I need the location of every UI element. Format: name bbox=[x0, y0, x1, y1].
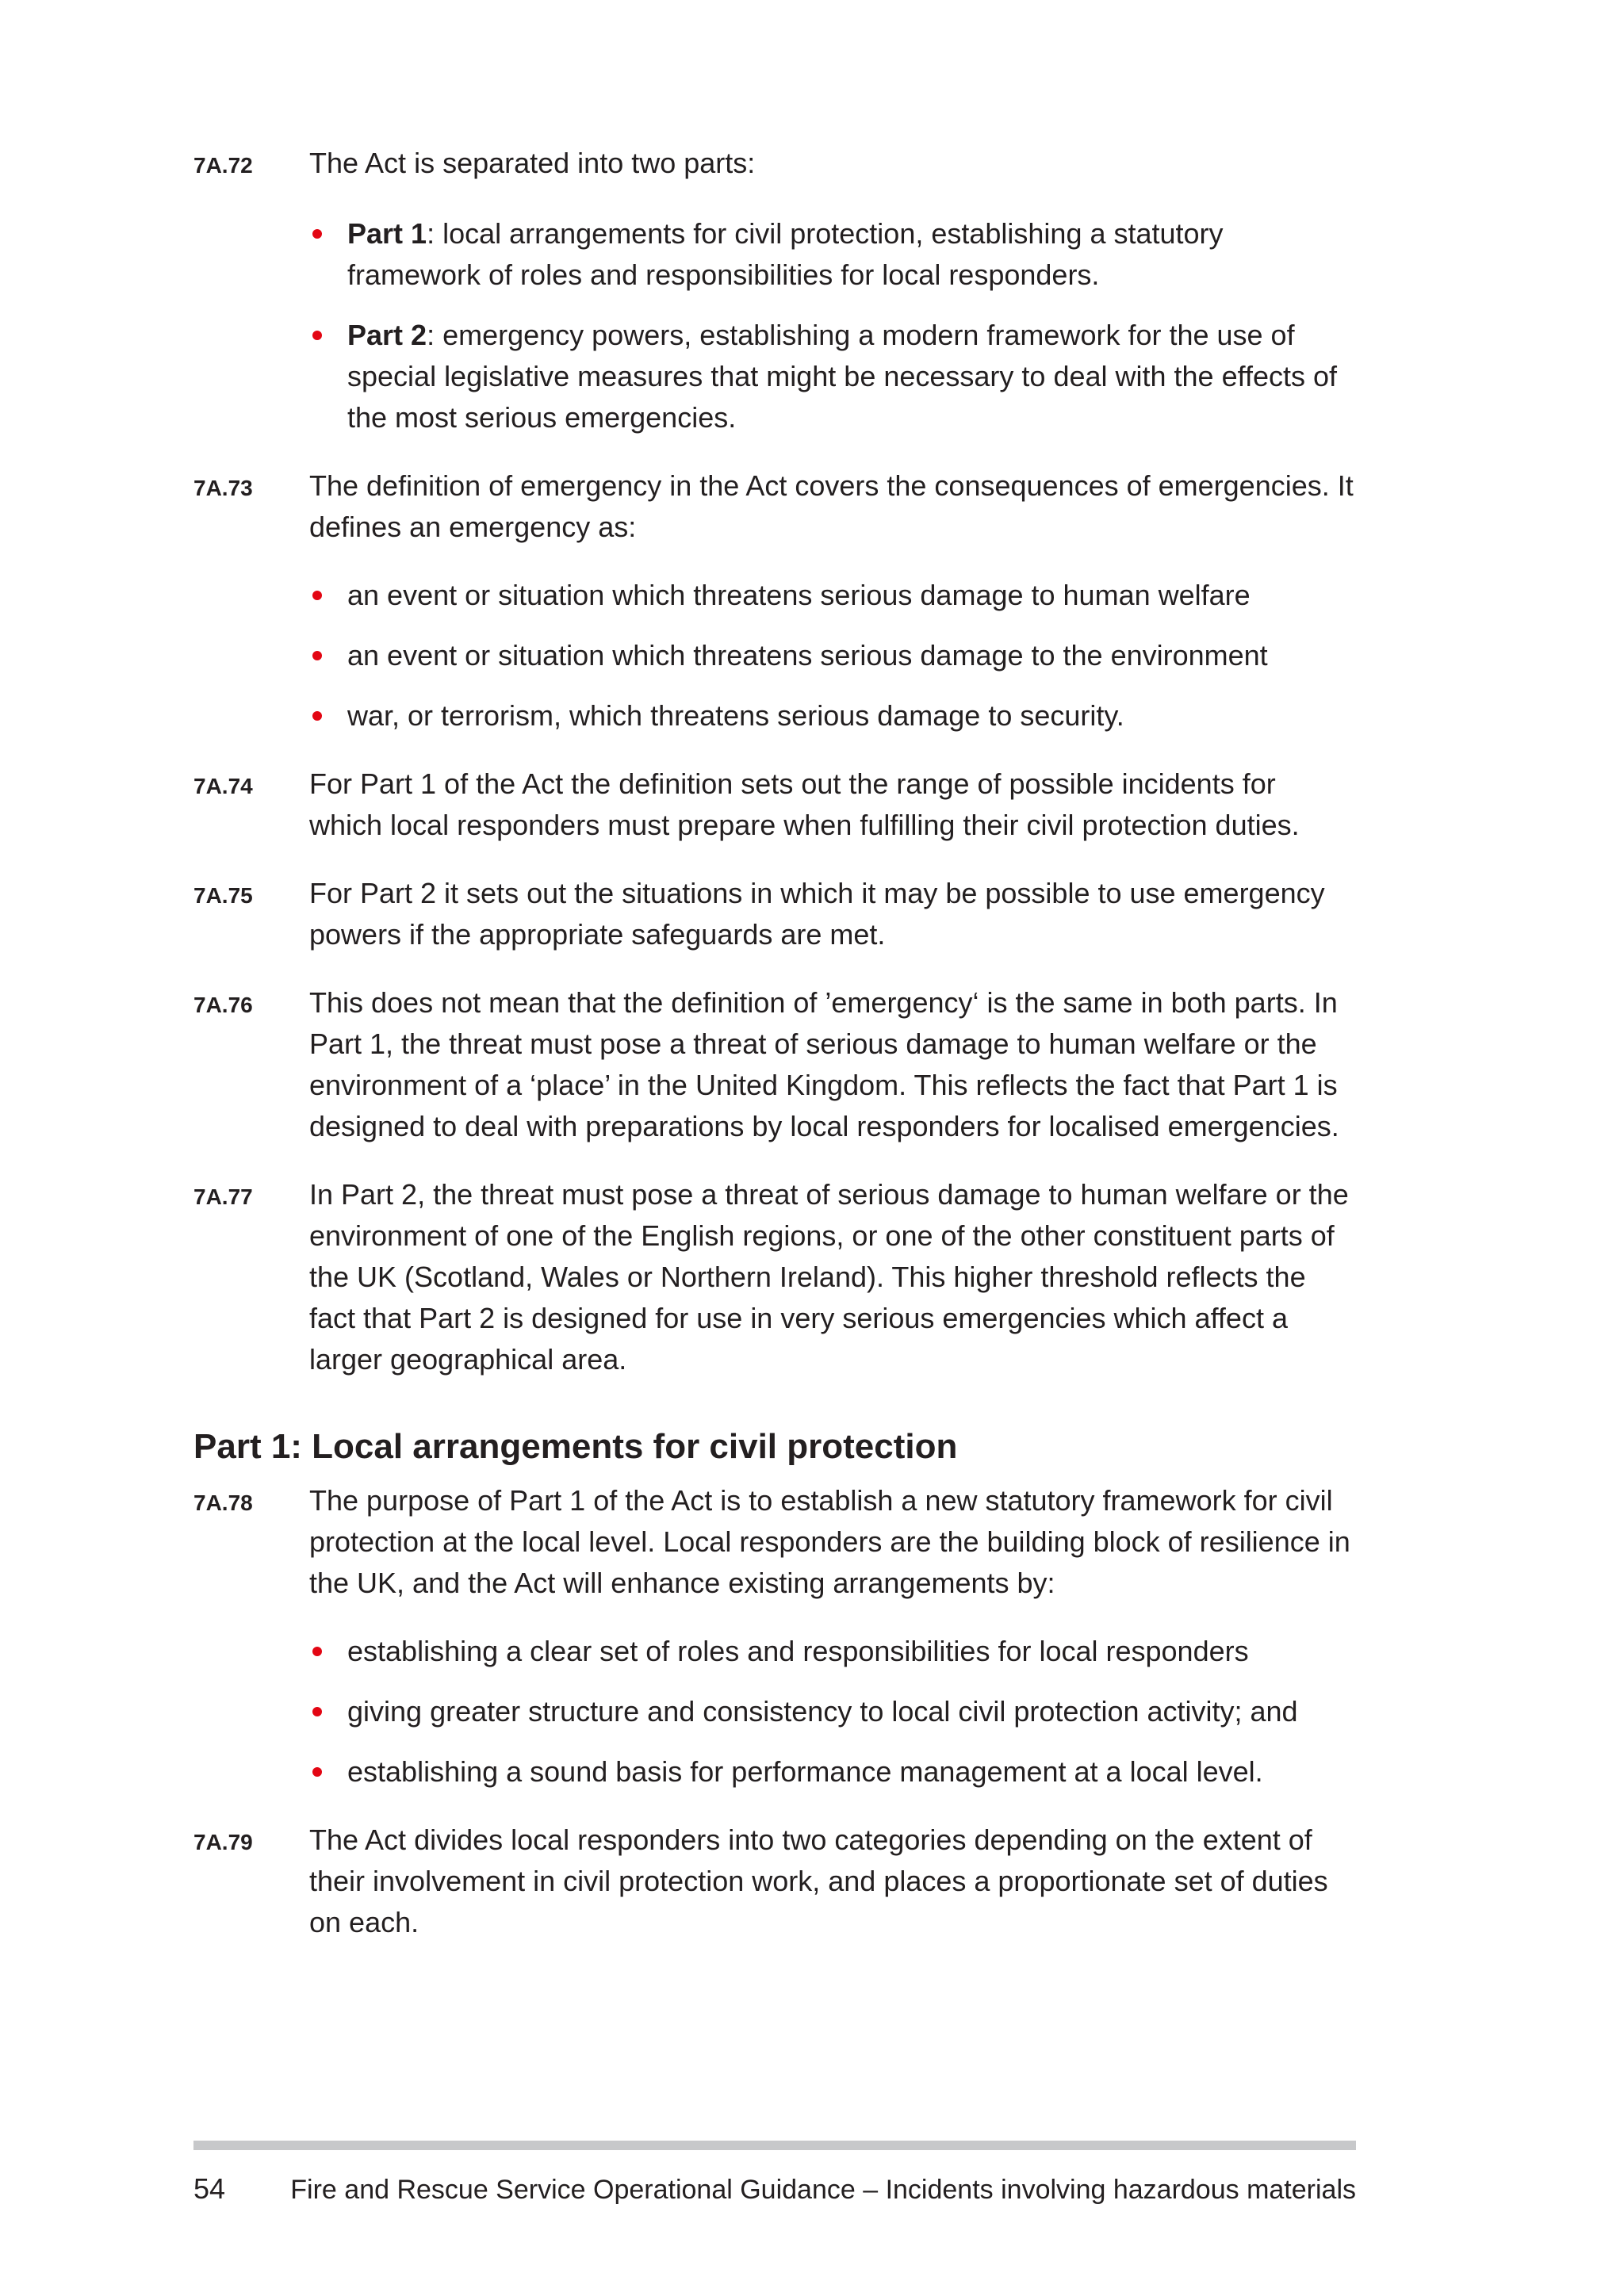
paragraph-number: 7A.72 bbox=[193, 153, 253, 178]
bullet-list-enhancements bbox=[309, 1631, 1356, 1793]
footer-rule bbox=[193, 2141, 1356, 2150]
paragraph-7a79 bbox=[193, 1820, 1356, 1943]
list-item-bold: Part 2 bbox=[347, 319, 427, 351]
document-title: Fire and Rescue Service Operational Guidance – Incidents involving hazardous materials bbox=[290, 2175, 1356, 2205]
paragraph-number: 7A.74 bbox=[193, 774, 253, 798]
paragraph-text: For Part 2 it sets out the situations in which it may be possible to use emergency powers if the appropriate safeguards are met. bbox=[309, 877, 1325, 951]
list-item bbox=[309, 695, 1356, 737]
bullet-icon bbox=[312, 1767, 322, 1777]
paragraph-text: The Act divides local responders into two categories depending on the extent of their involvement in civil protection work, and places a proportionate set of duties on each. bbox=[309, 1823, 1328, 1938]
page-number: 54 bbox=[193, 2172, 226, 2205]
list-item bbox=[309, 1631, 1356, 1672]
paragraph-number: 7A.76 bbox=[193, 993, 253, 1017]
paragraph-7a75 bbox=[193, 873, 1356, 955]
bullet-icon bbox=[312, 331, 322, 340]
bullet-icon bbox=[312, 591, 322, 600]
list-item-text: : local arrangements for civil protection, establishing a statutory framework of roles and responsibilities for local responders. bbox=[347, 217, 1224, 291]
bullet-icon bbox=[312, 651, 322, 660]
list-item bbox=[309, 1751, 1356, 1793]
page-footer bbox=[193, 2172, 1356, 2206]
list-item bbox=[309, 575, 1356, 616]
list-item bbox=[309, 315, 1356, 438]
paragraph-number: 7A.77 bbox=[193, 1184, 253, 1209]
paragraph-number: 7A.79 bbox=[193, 1830, 253, 1854]
list-item bbox=[309, 213, 1356, 296]
list-item-text: establishing a clear set of roles and responsibilities for local responders bbox=[347, 1635, 1249, 1667]
paragraph-7a76 bbox=[193, 982, 1356, 1147]
paragraph-text: This does not mean that the definition of ’emergency‘ is the same in both parts. In Part 1, the threat must pose a threat of serious damage to human welfare or the environment of a ‘place’ in the United Kingdom. This reflects the fact that Part 1 is designed to deal with preparations by local responders for localised emergencies. bbox=[309, 986, 1339, 1142]
paragraph-text: The Act is separated into two parts: bbox=[309, 147, 756, 179]
list-item-text: war, or terrorism, which threatens serious damage to security. bbox=[347, 699, 1124, 732]
paragraph-7a77 bbox=[193, 1174, 1356, 1380]
list-item-text: giving greater structure and consistency to local civil protection activity; and bbox=[347, 1695, 1298, 1728]
paragraph-7a74 bbox=[193, 763, 1356, 846]
list-item-text: an event or situation which threatens serious damage to human welfare bbox=[347, 579, 1251, 611]
list-item-text: an event or situation which threatens serious damage to the environment bbox=[347, 639, 1268, 672]
paragraph-text: In Part 2, the threat must pose a threat of serious damage to human welfare or the environment of one of the English regions, or one of the other constituent parts of the UK (Scotland, Wales or Northern Ireland). This higher threshold reflects the fact that Part 2 is designed for use in very serious emergencies which affect a larger geographical area. bbox=[309, 1178, 1349, 1376]
paragraph-number: 7A.78 bbox=[193, 1490, 253, 1515]
bullet-list-emergency-definition bbox=[309, 575, 1356, 737]
paragraph-7a73 bbox=[193, 465, 1356, 548]
bullet-icon bbox=[312, 1707, 322, 1716]
list-item bbox=[309, 1691, 1356, 1732]
list-item-text: : emergency powers, establishing a modern framework for the use of special legislative measures that might be necessary to deal with the effects of the most serious emergencies. bbox=[347, 319, 1337, 434]
paragraph-number: 7A.75 bbox=[193, 883, 253, 908]
bullet-icon bbox=[312, 229, 322, 239]
paragraph-number: 7A.73 bbox=[193, 476, 253, 500]
paragraph-text: The definition of emergency in the Act covers the consequences of emergencies. It defines an emergency as: bbox=[309, 469, 1354, 543]
document-body bbox=[193, 143, 1356, 1970]
bullet-icon bbox=[312, 1647, 322, 1656]
section-heading: Part 1: Local arrangements for civil protection bbox=[193, 1427, 958, 1466]
paragraph-text: The purpose of Part 1 of the Act is to establish a new statutory framework for civil protection at the local level. Local responders are the building block of resilience in the UK, and the Act will enhance existing arrangements by: bbox=[309, 1484, 1350, 1599]
bullet-icon bbox=[312, 711, 322, 721]
list-item bbox=[309, 635, 1356, 676]
list-item-bold: Part 1 bbox=[347, 217, 427, 250]
list-item-text: establishing a sound basis for performance management at a local level. bbox=[347, 1755, 1263, 1788]
bullet-list-parts bbox=[309, 213, 1356, 438]
paragraph-7a78 bbox=[193, 1480, 1356, 1604]
paragraph-7a72 bbox=[193, 143, 1356, 186]
paragraph-text: For Part 1 of the Act the definition sets out the range of possible incidents for which local responders must prepare when fulfilling their civil protection duties. bbox=[309, 767, 1300, 841]
